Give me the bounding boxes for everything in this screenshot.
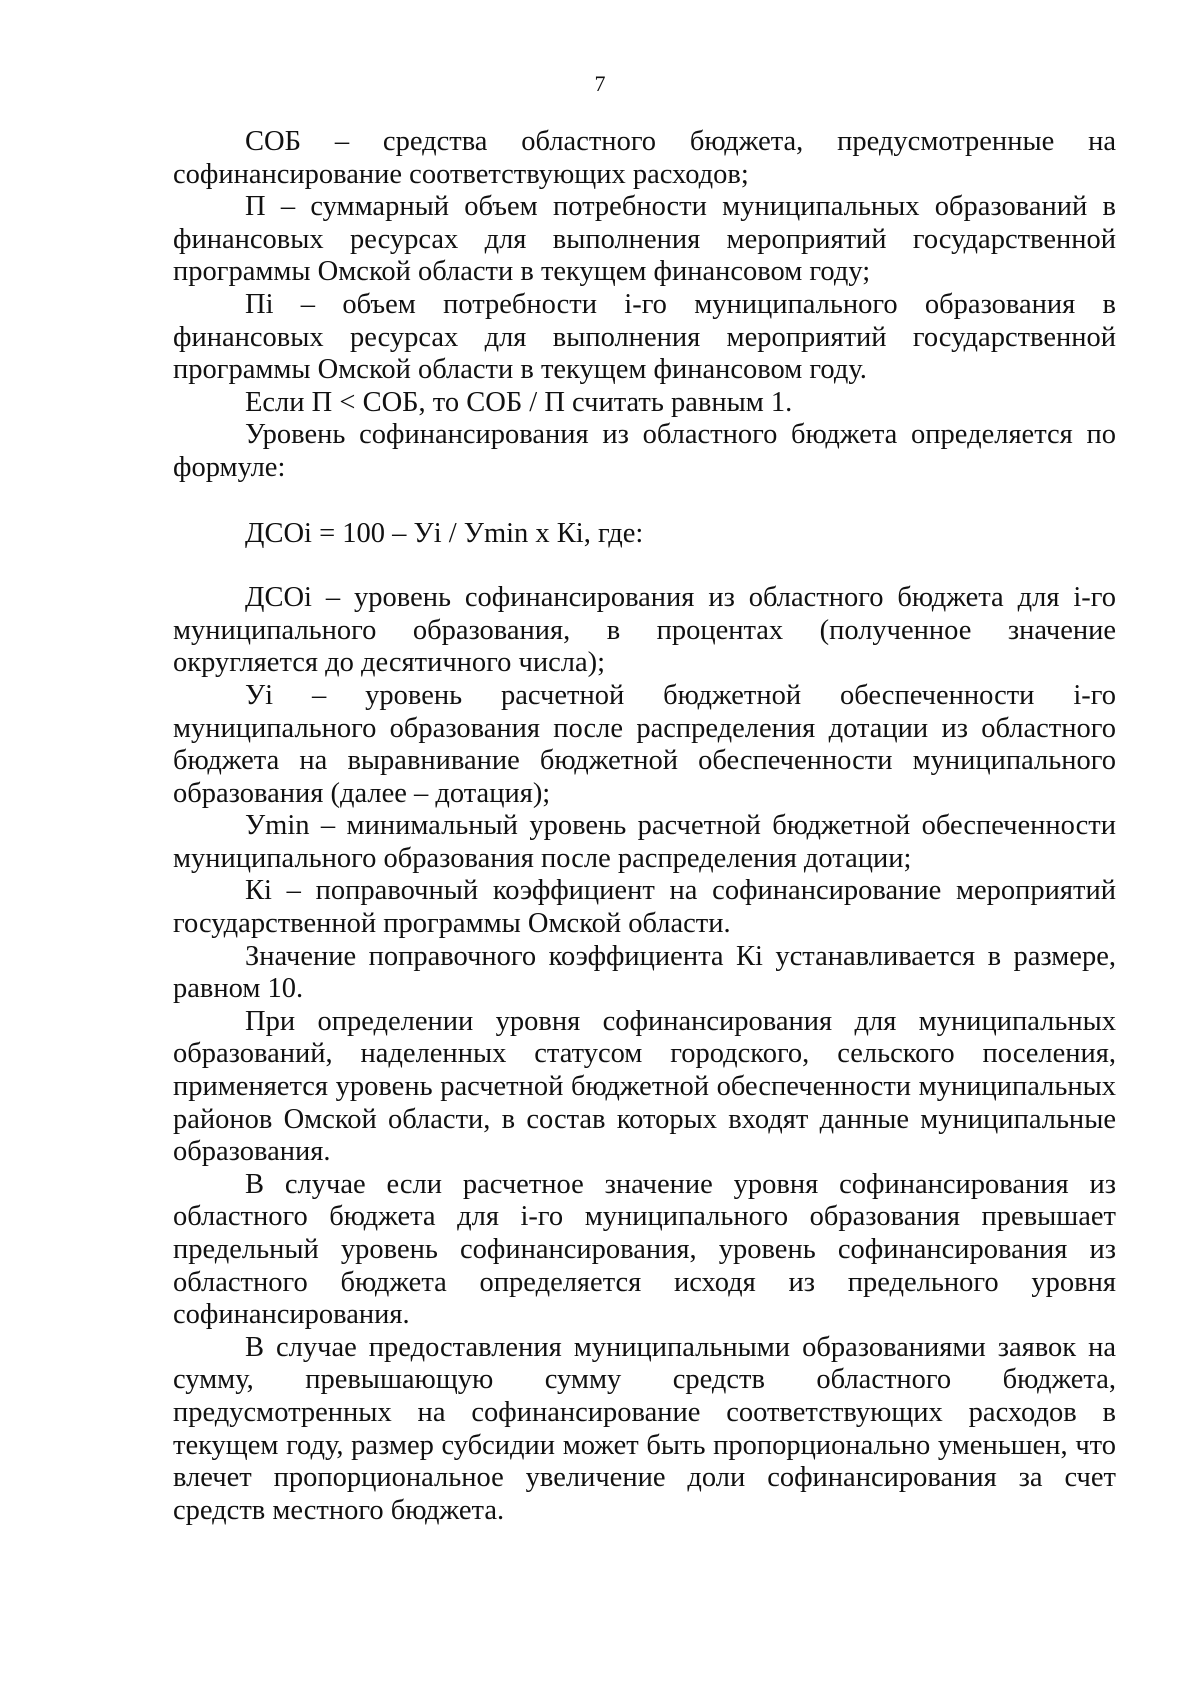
formula-dsoi: ДСОi = 100 – Уi / Уmin х Кi, где:	[245, 517, 644, 549]
paragraph-ki-definition: Кi – поправочный коэффициент на софинансирование мероприятий государственной программы Омской области.	[173, 875, 1116, 940]
paragraph-settlements: При определении уровня софинансирования для муниципальных образований, наделенных статусом городского, сельского поселения, применяется уровень расчетной бюджетной обеспеченности муниципальных районов Омской области, в состав которых входят данные муниципальные образования.	[173, 1005, 1116, 1168]
paragraph-proportional-reduction: В случае предоставления муниципальными образованиями заявок на сумму, превышающую сумму средств областного бюджета, предусмотренных на софинансирование соответствующих расходов в текущем году, размер субсидии может быть пропорционально уменьшен, что влечет пропорциональное увеличение доли софинансирования за счет средств местного бюджета.	[173, 1331, 1116, 1526]
paragraph-yi-definition: Уi – уровень расчетной бюджетной обеспеченности i-го муниципального образования после распределения дотации из областного бюджета на выравнивание бюджетной обеспеченности муниципального образования (далее – дотация);	[173, 679, 1116, 809]
paragraph-limit-level: В случае если расчетное значение уровня софинансирования из областного бюджета для i-го муниципального образования превышает предельный уровень софинансирования, уровень софинансирования из областного бюджета определяется исходя из предельного уровня софинансирования.	[173, 1168, 1116, 1331]
paragraph-ymin-definition: Уmin – минимальный уровень расчетной бюджетной обеспеченности муниципального образования после распределения дотации;	[173, 810, 1116, 874]
paragraph-formula-intro: Уровень софинансирования из областного бюджета определяется по формуле:	[173, 419, 1116, 483]
paragraph-pi-definition: Пi – объем потребности i-го муниципального образования в финансовых ресурсах для выполнения мероприятий государственной программы Омской области в текущем финансовом году.	[173, 288, 1116, 386]
paragraph-ki-value: Значение поправочного коэффициента Кi устанавливается в размере, равном 10.	[173, 940, 1116, 1005]
paragraph-dsoi-definition: ДСОi – уровень софинансирования из областного бюджета для i-го муниципального образования, в процентах (полученное значение округляется до десятичного числа);	[173, 582, 1116, 679]
paragraph-p-definition: П – суммарный объем потребности муниципальных образований в финансовых ресурсах для выполнения мероприятий государственной программы Омской области в текущем финансовом году;	[173, 191, 1116, 288]
paragraph-sob-definition: СОБ – средства областного бюджета, предусмотренные на софинансирование соответствующих расходов;	[173, 126, 1116, 190]
paragraph-condition: Если П < СОБ, то СОБ / П считать равным 1.	[245, 386, 793, 418]
page-number: 7	[594, 71, 606, 96]
document-body	[173, 126, 1116, 1527]
